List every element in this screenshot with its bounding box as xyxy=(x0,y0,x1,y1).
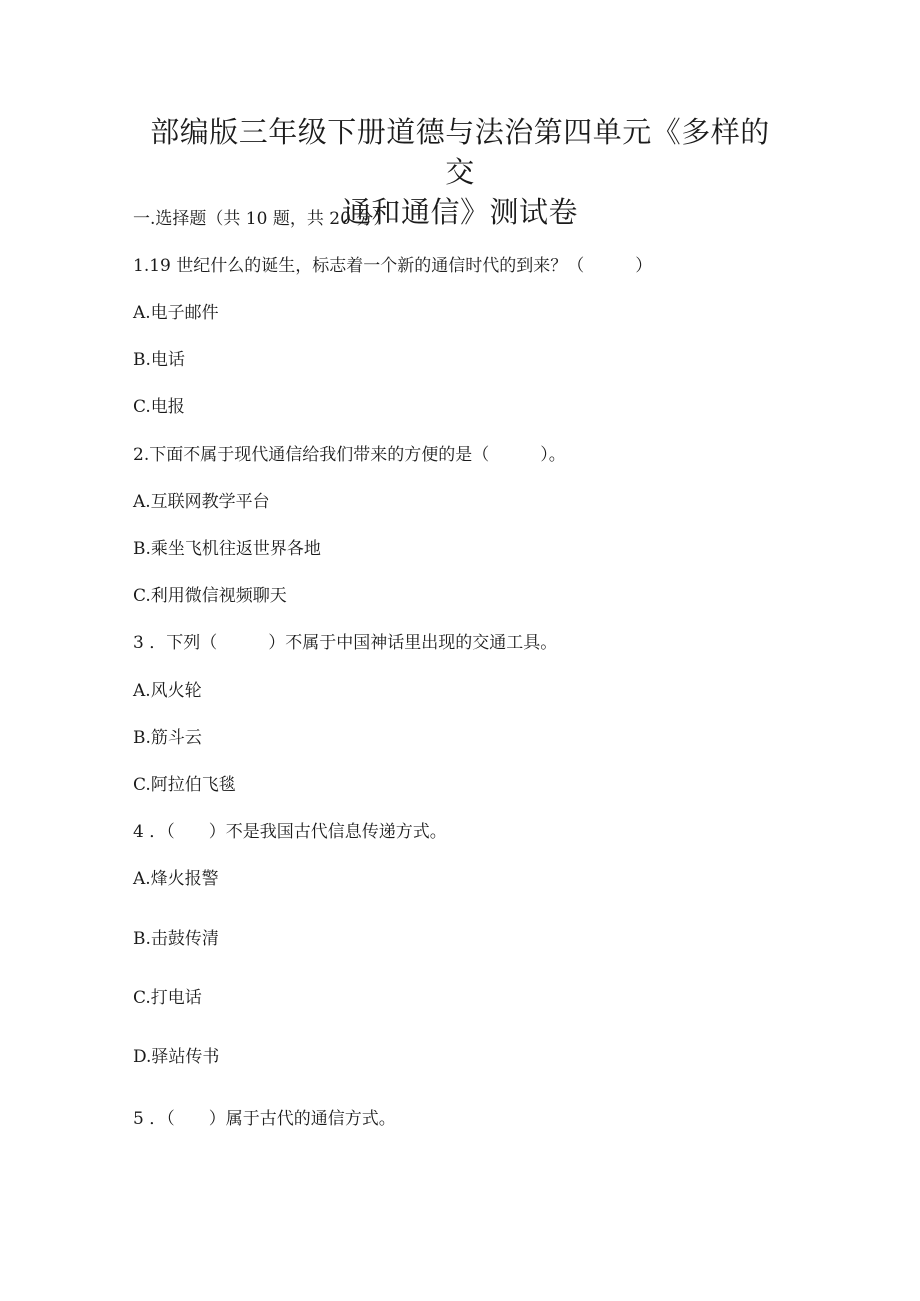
question-2-option-c: C.利用微信视频聊天 xyxy=(133,586,287,606)
title-line-1: 部编版三年级下册道德与法治第四单元《多样的交 xyxy=(150,115,770,189)
question-3-option-c: C.阿拉伯飞毯 xyxy=(133,775,236,795)
question-4-option-c: C.打电话 xyxy=(133,988,202,1008)
question-4-option-d: D.驿站传书 xyxy=(133,1047,220,1067)
question-4-option-a: A.烽火报警 xyxy=(133,869,219,889)
question-4-option-b: B.击鼓传清 xyxy=(133,929,219,949)
question-1-stem: 1.19 世纪什么的诞生，标志着一个新的通信时代的到来？（ ） xyxy=(133,256,653,276)
section-heading: 一.选择题（共 10 题，共 20 分） xyxy=(133,209,391,229)
question-2-stem: 2.下面不属于现代通信给我们带来的方便的是（ ）。 xyxy=(133,445,566,465)
question-3-stem: 3 ．下列（ ）不属于中国神话里出现的交通工具。 xyxy=(133,633,558,653)
question-1-option-b: B.电话 xyxy=(133,350,185,370)
title-line-2: 通和通信》测试卷 xyxy=(341,195,578,229)
question-2-option-b: B.乘坐飞机往返世界各地 xyxy=(133,539,321,559)
question-1-option-c: C.电报 xyxy=(133,397,185,417)
question-2-option-a: A.互联网教学平台 xyxy=(133,492,270,512)
question-4-stem: 4 ．（ ）不是我国古代信息传递方式。 xyxy=(133,822,447,842)
question-1-option-a: A.电子邮件 xyxy=(133,303,219,323)
question-5-stem: 5 ．（ ）属于古代的通信方式。 xyxy=(133,1109,396,1129)
question-3-option-b: B.筋斗云 xyxy=(133,728,202,748)
question-3-option-a: A.风火轮 xyxy=(133,681,202,701)
